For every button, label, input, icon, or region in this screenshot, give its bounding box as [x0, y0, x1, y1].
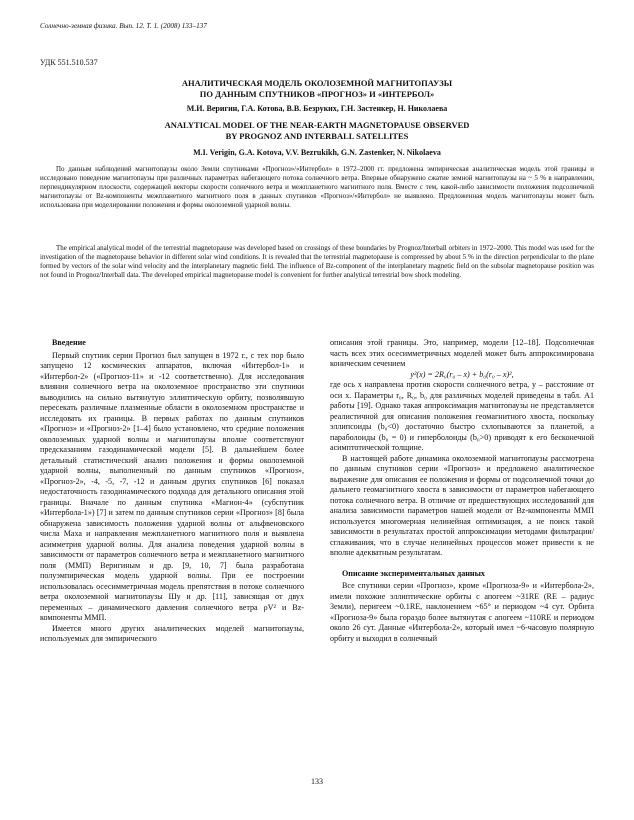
title-ru-line-2: ПО ДАННЫМ СПУТНИКОВ «ПРОГНОЗ» И «ИНТЕРБОЛ»: [199, 89, 435, 99]
paragraph: В настоящей работе динамика околоземной магнитопаузы рассмотрена по данным спутников серии «Прогноз» и предложено аналитическое выражение для описания ее положения и формы от подсолнечной точки до дальнего геомагнитного хвоста в зависимости от параметров набегающего потока солнечного ветра. В отличие от предшествующих исследований для анализа зависимости параметров нашей модели от Bz-компоненты ММП используется многомерная нелинейная оптимизация, а не поиск такой зависимости в результатах простой аппроксимации методами фильтрации/сглаживания, что в случае нелинейных процессов может привести к не вполне адекватным результатам.: [330, 453, 594, 557]
paragraph: Первый спутник серии Прогноз был запущен в 1972 г., с тех пор было запущено 12 космических аппаратов, включая «Интербол-1» и «Интербол-2» («Прогноз-11» и -12 соответственно). Для исследования влияния солнечного ветра на околоземное пространство эти спутники выводились на сильно вытянутую эллиптическую орбиту, позволявшую пересекать различные плазменные области в околоземном пространстве и исследовать их границы. В первых работах по данным спутников «Прогноз» и «Прогноз-2» [1–4] было установлено, что средние положения околоземных ударной волны и магнитопаузы вполне соответствуют предсказаниям газодинамической модели [5]. В дальнейшем более детальный статистический анализ положения и формы околоземной ударной волны, выполненный по данным спутников «Прогноз», «Прогноз-2», -4, -5, -7, -12 и данным других спутников [6] показал недостаточность газодинамического подхода для детального описания этой границы. Вначале по данным спутника «Магион-4» (субспутник «Интербола-1») [7] и затем по данным спутников серии «Прогноз» [8] была обнаружена зависимость положения ударной волны от альфвеновского числа Маха и направления межпланетного магнитного поля и выявлена асимметрия ударной волны. Для анализа поведения ударной волны в зависимости от параметров солнечного ветра и межпланетного магнитного поля (ММП) Веригиным и др. [9, 10, 7] была разработана полуэмпирическая модель ударной волны. При ее построении использовалась осесимметричная модель препятствия в потоке солнечного ветра околоземной магнитопаузы Шу и др. [11], зависящая от двух переменных – динамического давления солнечного ветра ρV² и Bz-компоненты ММП.: [40, 350, 304, 622]
udk-code: УДК 551.510.537: [40, 58, 98, 67]
page-number: 133: [311, 777, 323, 786]
section-heading-introduction: Введение: [52, 338, 86, 347]
right-column: [330, 338, 594, 644]
authors-en: M.I. Verigin, G.A. Kotova, V.V. Bezrukikh, G.N. Zastenker, N. Nikolaeva: [193, 148, 441, 157]
title-en-line-1: ANALYTICAL MODEL OF THE NEAR-EARTH MAGNETOPAUSE OBSERVED: [164, 120, 470, 130]
abstract-ru: По данным наблюдений магнитопаузы около Земли спутниками «Прогноз»/«Интербол» в 1972–2000 гг. предложена эмпирическая аналитическая модель этой границы и исследовано поведение магнитопаузы при различных параметрах набегающего потока солнечного ветра. Впервые обнаружено сжатие земной магнитопаузы на ~ 5 % в направлении, перпендикулярном плоскости, содержащей векторы скорости солнечного ветра и межпланетного магнитного поля. Вместе с тем, какой-либо зависимости положения подсолнечной магнитопаузы от Bz-компоненты межпланетного магнитного поля в данных спутников «Прогноз»/«Интербол» не выявлено. Предложенная модель магнитопаузы может быть использована при моделировании положения и формы околоземной ударной волны.: [40, 165, 594, 209]
title-en-line-2: BY PROGNOZ AND INTERBALL SATELLITES: [225, 131, 409, 141]
authors-ru: М.И. Веригин, Г.А. Котова, В.В. Безруких, Г.Н. Застенкер, Н. Николаева: [186, 104, 448, 113]
paragraph: Все спутники серии «Прогноз», кроме «Прогноза-9» и «Интербола-2», имели похожие эллиптические орбиты с апогеем ~31RE (RE – радиус Земли), перигеем ~0.1RE, наклонением ~65° и периодом ~4 сут. Орбита «Прогноза-9» была гораздо более вытянутая с апогеем ~110RE и периодом около 26 сут. Данные «Интербола-2», который имел ~6-часовую полярную орбиту и выходил в солнечный: [330, 581, 594, 643]
title-ru-line-1: АНАЛИТИЧЕСКАЯ МОДЕЛЬ ОКОЛОЗЕМНОЙ МАГНИТОПАУЗЫ: [181, 78, 453, 88]
left-column: [40, 338, 304, 645]
paragraph: описания этой границы. Это, например, модели [12–18]. Подсолнечная часть всех этих осесимметричных моделей может быть аппроксимирована коническим сечением: [330, 338, 594, 368]
section-heading-data: Описание экспериментальных данных: [342, 568, 485, 578]
equation: y²(x) = 2R₀(r₀ – x) + b₀(r₀ – x)²,: [410, 369, 514, 379]
journal-header: Солнечно-земная физика. Вып. 12. Т. 1. (2008) 133–137: [40, 22, 207, 30]
paragraph: где ось x направлена против скорости солнечного ветра, y – расстояние от оси x. Параметры r₀, R₀, b₀ для различных моделей приведены в табл. А1 работы [19]. Однако такая аппроксимация магнитопаузы не представляется реалистичной для описания положения геомагнитного хвоста, поскольку эллипсоиды (b₀<0) достаточно быстро схлопываются за планетой, а параболоиды (b₀ = 0) и гиперболоиды (b₀>0) приводят к его бесконечной асимптотической толщине.: [330, 380, 594, 452]
paragraph: Имеется много других аналитических моделей магнитопаузы, используемых для эмпирического: [40, 623, 304, 643]
abstract-en: The empirical analytical model of the terrestrial magnetopause was developed based on crossings of these boundaries by Prognoz/Interball orbiters in 1972–2000. This model was used for the investigation of the magnetopause behavior in different solar wind conditions. It is revealed that the terrestrial magnetopause is compressed by about 5 % in the direction perpendicular to the plane formed by vectors of the solar wind velocity and the interplanetary magnetic field. The influence of Bz-component of the interplanetary magnetic field on the subsolar magnetopause position was not found in Prognoz/Interball data. The developed empirical magnetopause model is convenient for further analytical terrestrial bow shock modeling.: [40, 244, 594, 279]
